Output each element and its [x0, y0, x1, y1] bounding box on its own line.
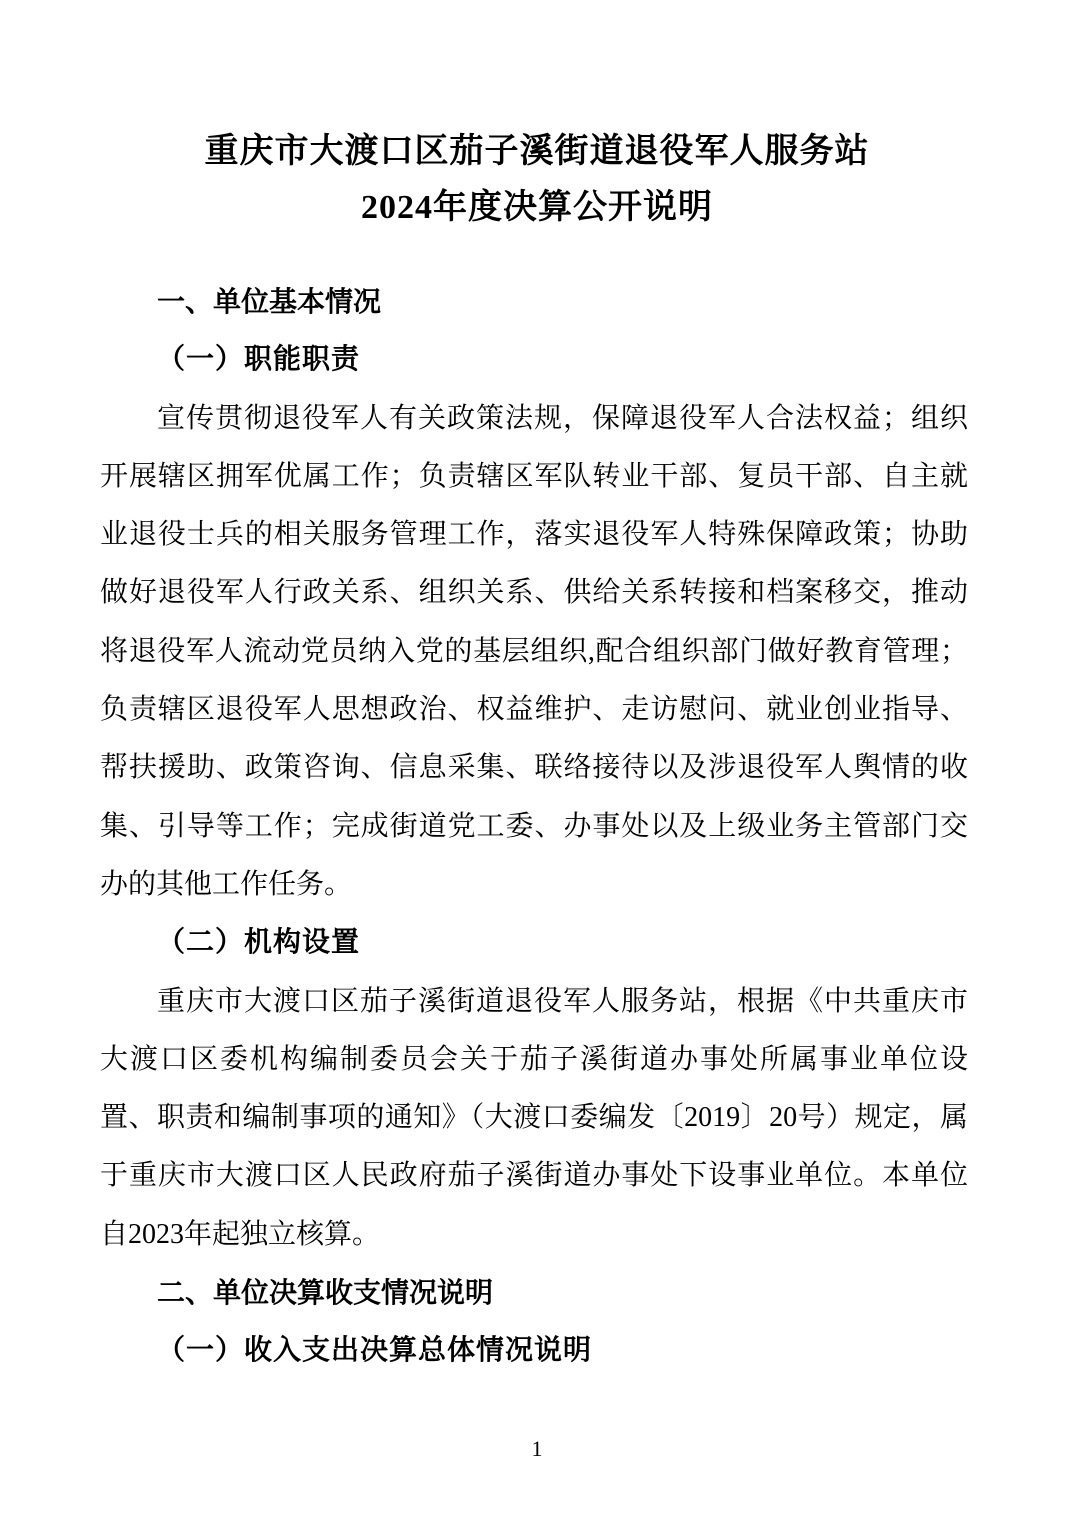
document-title-line-2: 2024年度决算公开说明 [361, 189, 713, 226]
paragraph-2-line: 置、职责和编制事项的通知》（大渡口委编发〔2019〕20号）规定，属 [100, 1102, 968, 1134]
section-2-sub-1-heading: （一）收入支出决算总体情况说明 [157, 1335, 593, 1367]
paragraph-1-line: 办的其他工作任务。 [100, 868, 353, 900]
paragraph-1-line: 业退役士兵的相关服务管理工作，落实退役军人特殊保障政策；协助 [100, 519, 968, 551]
section-1-sub-1-heading: （一）职能职责 [157, 344, 361, 376]
section-1-heading: 一、单位基本情况 [157, 286, 382, 317]
paragraph-1-line: 开展辖区拥军优属工作；负责辖区军队转业干部、复员干部、自主就 [100, 460, 968, 492]
document-body [100, 273, 968, 1381]
paragraph-2-line: 自2023年起独立核算。 [100, 1218, 381, 1250]
paragraph-1-line: 宣传贯彻退役军人有关政策法规，保障退役军人合法权益；组织 [157, 402, 968, 434]
paragraph-1-line: 帮扶援助、政策咨询、信息采集、联络接待以及涉退役军人舆情的收 [100, 752, 968, 784]
paragraph-1-line: 负责辖区退役军人思想政治、权益维护、走访慰问、就业创业指导、 [100, 694, 968, 726]
paragraph-1-line: 做好退役军人行政关系、组织关系、供给关系转接和档案移交，推动 [100, 577, 968, 609]
paragraph-2-line: 重庆市大渡口区茄子溪街道退役军人服务站，根据《中共重庆市 [157, 985, 968, 1017]
document-title-line-1: 重庆市大渡口区茄子溪街道退役军人服务站 [204, 133, 870, 170]
paragraph-2-line: 于重庆市大渡口区人民政府茄子溪街道办事处下设事业单位。本单位 [100, 1160, 968, 1192]
section-1-sub-2-heading: （二）机构设置 [157, 927, 361, 959]
paragraph-1-line: 将退役军人流动党员纳入党的基层组织,配合组织部门做好教育管理； [100, 635, 968, 667]
section-2-heading: 二、单位决算收支情况说明 [157, 1277, 494, 1309]
paragraph-1-line: 集、引导等工作；完成街道党工委、办事处以及上级业务主管部门交 [100, 810, 968, 842]
document-title [0, 124, 1074, 236]
page-number: 1 [531, 1436, 543, 1461]
paragraph-2-line: 大渡口区委机构编制委员会关于茄子溪街道办事处所属事业单位设 [100, 1043, 968, 1075]
